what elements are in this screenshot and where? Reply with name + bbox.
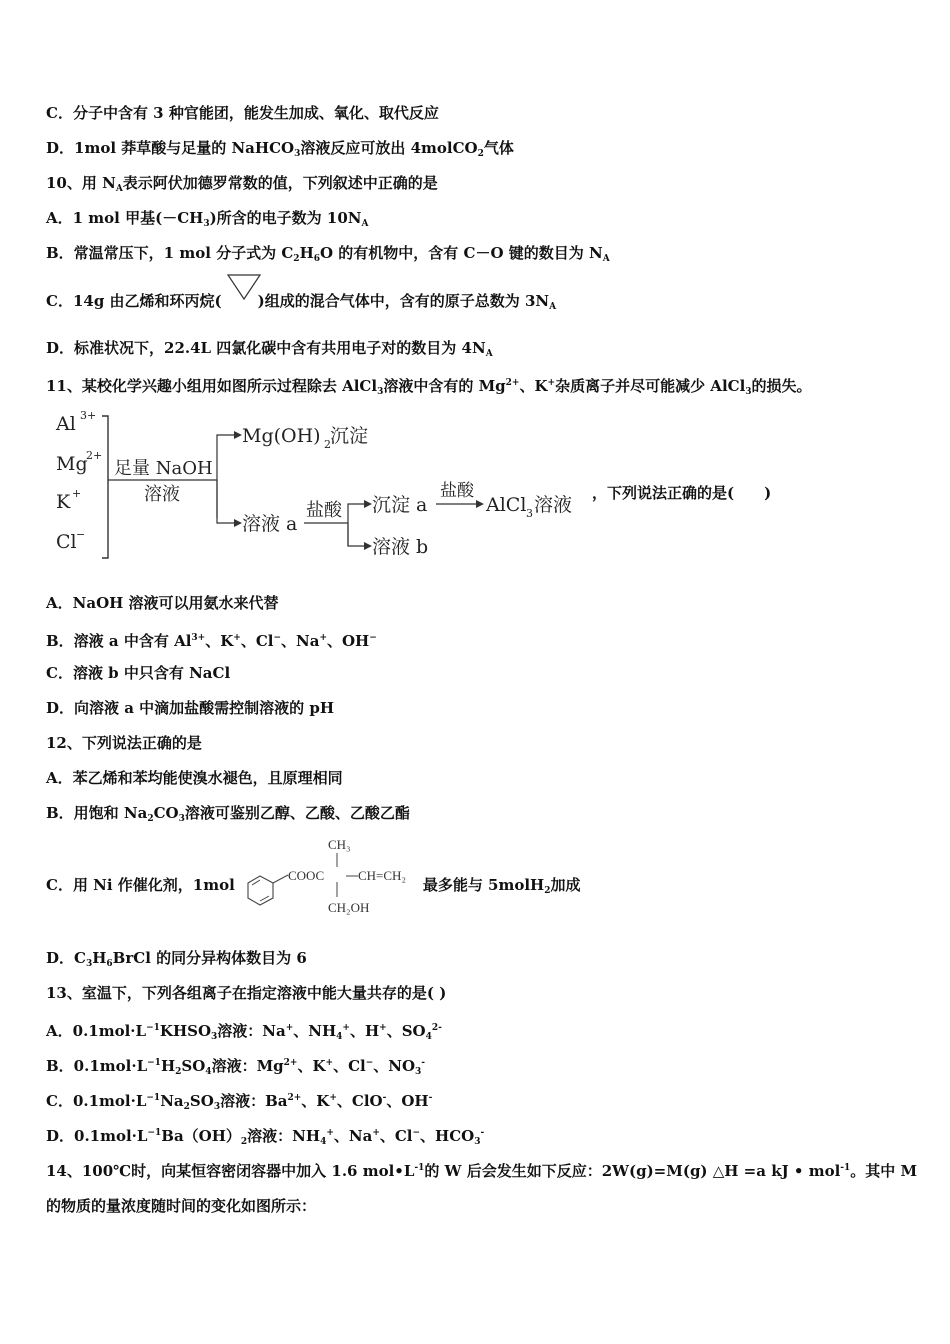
reagent-hcl-2: 盐酸 xyxy=(440,481,474,501)
q11-option-a: A．NaOH 溶液可以用氨水来代替 xyxy=(46,594,279,612)
q11-option-b: B．溶液 a 中含有 $Al^{3+}$、K+、Cl−、Na+、OH− xyxy=(46,632,377,650)
separation-flow-diagram xyxy=(52,408,592,568)
svg-text:CH₂OH: CH₂OH xyxy=(328,900,370,915)
svg-text:2+: 2+ xyxy=(86,449,103,462)
mg-oh2-precipitate: Mg(OH) xyxy=(242,425,321,447)
cyclopropane-icon xyxy=(226,272,262,302)
q11-prompt: ，下列说法正确的是( ) xyxy=(592,484,772,502)
q13-option-a: A．$0.1mol\cdot L^{-1}KHSO_3$溶液：Na+、$NH_4^+$、H+、$SO_4^{2-}$ xyxy=(46,1022,442,1042)
svg-text:2: 2 xyxy=(324,438,331,451)
q11-option-c: C．溶液 b 中只含有 NaCl xyxy=(46,664,231,682)
reagent-hcl-1: 盐酸 xyxy=(306,500,342,521)
svg-text:−: − xyxy=(76,528,86,541)
q10-option-c: C．14g 由乙烯和环丙烷( )组成的混合气体中，含有的原子总数为 $3N_A$ xyxy=(46,292,557,312)
svg-text:3: 3 xyxy=(526,507,533,520)
q10-option-b: B．常温常压下，1 mol 分子式为 $C_2H_6O$ 的有机物中，含有 C－O 键的数目为 $N_A$ xyxy=(46,244,610,264)
svg-text:溶液: 溶液 xyxy=(144,484,180,505)
q12-option-b: B．用饱和 $Na_2CO_3$溶液可鉴别乙醇、乙酸、乙酸乙酯 xyxy=(46,804,410,824)
svg-text:3+: 3+ xyxy=(80,409,97,422)
q12-option-a: A．苯乙烯和苯均能使溴水褪色，且原理相同 xyxy=(46,769,343,787)
q10-option-a: A．1 mol 甲基$(-CH_3)$所含的电子数为 $10N_A$ xyxy=(46,209,369,229)
ion-cl: Cl xyxy=(56,531,77,553)
alcl3-solution: AlCl xyxy=(486,494,527,516)
svg-text:COOC: COOC xyxy=(288,868,325,883)
q11-option-d: D．向溶液 a 中滴加盐酸需控制溶液的 pH xyxy=(46,699,335,717)
q9-option-c: C．分子中含有 3 种官能团，能发生加成、氧化、取代反应 xyxy=(46,104,439,122)
svg-text:CH=CH₂: CH=CH₂ xyxy=(358,868,406,883)
reagent-naoh: 足量 NaOH xyxy=(114,458,213,479)
q14-stem-line2: 的物质的量浓度随时间的变化如图所示： xyxy=(46,1197,317,1215)
q12-option-c: C．用 Ni 作催化剂，1mol 最多能与 5molH$_2$加成 xyxy=(46,876,581,896)
q13-option-d: D．$0.1mol\cdot L^{-1}Ba(OH)_2$溶液：$NH_4^+$、Na+、Cl−、$HCO_3^-$ xyxy=(46,1127,485,1147)
ion-k: K xyxy=(56,491,71,513)
q13-option-b: B．$0.1mol\cdot L^{-1}H_2SO_4$溶液：$Mg^{2+}$、K+、Cl−、$NO_3^-$ xyxy=(46,1057,426,1077)
precipitate-a: 沉淀 a xyxy=(372,494,428,516)
q10-option-d: D．标准状况下，22.4L 四氯化碳中含有共用电子对的数目为 $4N_A$ xyxy=(46,339,493,359)
q13-option-c: C．$0.1mol\cdot L^{-1}Na_2SO_3$溶液：$Ba^{2+}$、K+、ClO-、OH- xyxy=(46,1092,433,1112)
q12-option-d: D．$C_3H_6BrCl$ 的同分异构体数目为 6 xyxy=(46,949,307,969)
svg-text:CH₃: CH₃ xyxy=(328,837,351,852)
q14-stem-line1: 14、100℃时，向某恒容密闭容器中加入 1.6 $mol•L^{-1}$的 W 后会发生如下反应：2W(g)=M(g) △H =a kJ • mol$^{-1}$。其中 M xyxy=(46,1162,918,1180)
q11-stem: 11、某校化学兴趣小组用如图所示过程除去 AlCl$_3$溶液中含有的 $Mg^{2+}$、K+杂质离子并尽可能减少 AlCl$_3$的损失。 xyxy=(46,377,812,397)
ion-mg: Mg xyxy=(56,453,88,475)
svg-text:沉淀: 沉淀 xyxy=(330,425,369,447)
q12-stem: 12、下列说法正确的是 xyxy=(46,734,202,752)
solution-b: 溶液 b xyxy=(372,536,429,558)
organic-molecule-structure xyxy=(240,835,425,927)
svg-text:溶液: 溶液 xyxy=(534,494,573,516)
ion-al: Al xyxy=(56,413,76,435)
q10-stem: 10、用 $N_A$表示阿伏加德罗常数的值，下列叙述中正确的是 xyxy=(46,174,438,194)
svg-text:+: + xyxy=(72,487,82,500)
q13-stem: 13、室温下，下列各组离子在指定溶液中能大量共存的是( ) xyxy=(46,984,447,1002)
q9-option-d: D．1mol 莽草酸与足量的 NaHCO$_3$溶液反应可放出 4molCO$_2$气体 xyxy=(46,139,514,159)
solution-a: 溶液 a xyxy=(242,513,298,535)
